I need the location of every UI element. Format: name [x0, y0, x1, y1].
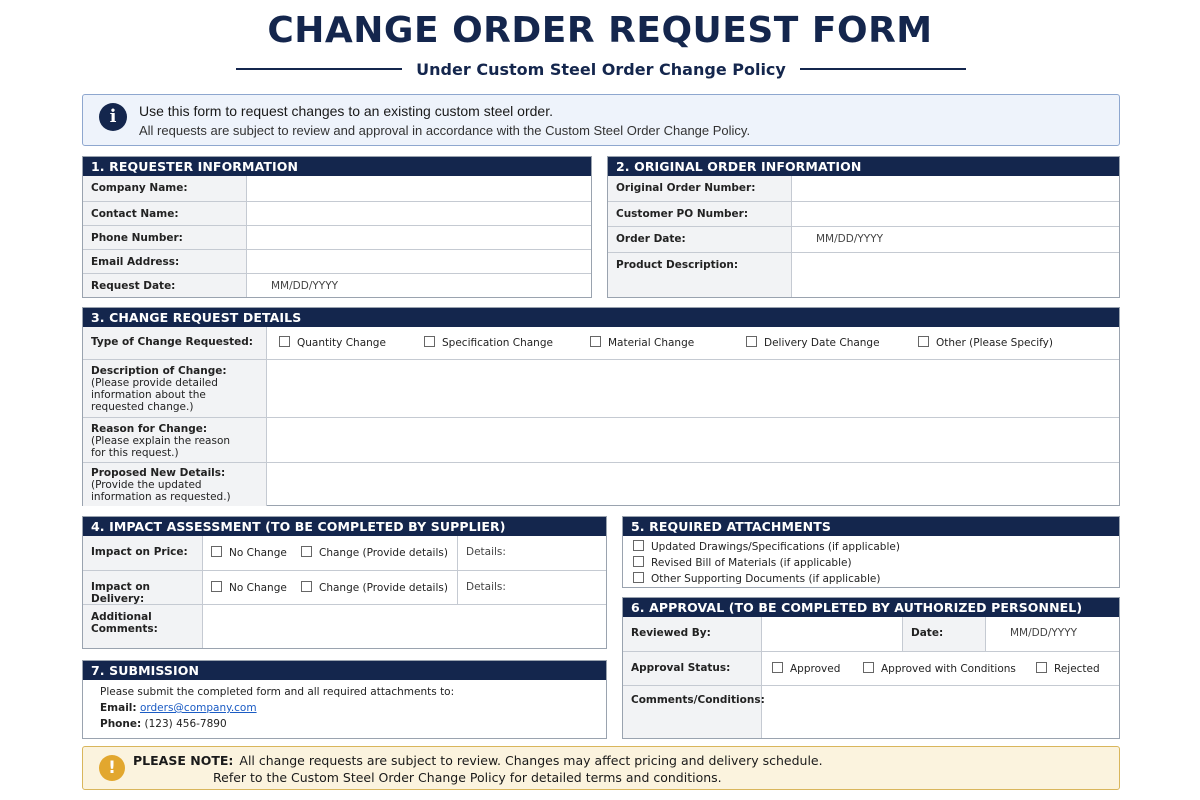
reviewed-row	[623, 617, 1119, 651]
phone-number: (123) 456-7890	[144, 718, 227, 730]
order-number-label: Original Order Number:	[608, 176, 792, 201]
product-label: Product Description:	[608, 253, 792, 297]
impact-delivery-row	[83, 570, 606, 604]
impact-delivery-label: Impact on Delivery:	[83, 571, 203, 604]
impact-price-row	[83, 536, 606, 570]
additional-comments-label: Additional Comments:	[83, 605, 203, 648]
order-date-label: Order Date:	[608, 227, 792, 252]
change-type-row	[83, 327, 1119, 359]
description-label: Description of Change: (Please provide detailed information about the requested change.)	[83, 360, 267, 417]
additional-comments-row	[83, 604, 606, 648]
checkbox[interactable]	[590, 336, 601, 347]
checkbox[interactable]	[918, 336, 929, 347]
checkbox[interactable]	[633, 572, 644, 583]
impact-price-options	[203, 536, 458, 570]
po-number-row	[608, 201, 1119, 226]
approval-comments-row	[623, 685, 1119, 738]
section-original-order	[607, 156, 1120, 298]
contact-field[interactable]	[247, 202, 591, 225]
request-date-field[interactable]: MM/DD/YYYY	[271, 280, 339, 292]
po-number-label: Customer PO Number:	[608, 202, 792, 226]
change-type-label: Type of Change Requested:	[83, 327, 267, 359]
section-impact-assessment	[82, 516, 607, 649]
checkbox[interactable]	[301, 581, 312, 592]
order-number-field[interactable]	[792, 176, 1119, 201]
contact-label: Contact Name:	[83, 202, 247, 225]
section-approval	[622, 597, 1120, 739]
section-title: 3. CHANGE REQUEST DETAILS	[83, 308, 1119, 327]
checkbox[interactable]	[279, 336, 290, 347]
section-title: 4. IMPACT ASSESSMENT (TO BE COMPLETED BY SUPPLIER)	[83, 517, 606, 536]
approval-comments-label: Comments/Conditions:	[623, 686, 762, 738]
note-line-2: Refer to the Custom Steel Order Change Policy for detailed terms and conditions.	[213, 770, 722, 785]
option-specification-change[interactable]: Specification Change	[424, 336, 553, 349]
status-approved[interactable]: Approved	[772, 662, 840, 675]
approval-date-field[interactable]: MM/DD/YYYY	[1010, 627, 1078, 639]
email-field[interactable]	[247, 250, 591, 273]
attachment-bom[interactable]: Revised Bill of Materials (if applicable)	[633, 556, 852, 569]
divider-left	[236, 68, 402, 70]
phone-label: Phone Number:	[83, 226, 247, 249]
info-line-1: Use this form to request changes to an existing custom steel order.	[139, 103, 553, 119]
phone-row	[83, 225, 591, 249]
checkbox[interactable]	[1036, 662, 1047, 673]
option-other[interactable]: Other (Please Specify)	[918, 336, 1053, 349]
reviewed-label: Reviewed By:	[623, 617, 762, 651]
description-field[interactable]	[267, 360, 1119, 417]
reason-field[interactable]	[267, 418, 1119, 462]
description-row	[83, 359, 1119, 417]
company-row	[83, 176, 591, 201]
email-row	[83, 249, 591, 273]
section-requester-info	[82, 156, 592, 298]
submission-email: Email: orders@company.com	[100, 702, 257, 714]
divider-right	[800, 68, 966, 70]
approval-status-options	[762, 652, 1119, 685]
price-no-change[interactable]: No Change	[211, 546, 287, 559]
contact-row	[83, 201, 591, 225]
delivery-details[interactable]: Details:	[466, 581, 506, 593]
order-date-field[interactable]: MM/DD/YYYY	[816, 233, 884, 245]
company-label: Company Name:	[83, 176, 247, 201]
checkbox[interactable]	[633, 540, 644, 551]
checkbox[interactable]	[772, 662, 783, 673]
email-link[interactable]: orders@company.com	[139, 702, 257, 714]
option-delivery-date-change[interactable]: Delivery Date Change	[746, 336, 880, 349]
section-title: 1. REQUESTER INFORMATION	[83, 157, 591, 176]
option-material-change[interactable]: Material Change	[590, 336, 694, 349]
delivery-change[interactable]: Change (Provide details)	[301, 581, 448, 594]
reviewed-field[interactable]	[762, 617, 903, 651]
section-change-details	[82, 307, 1120, 506]
warning-icon: !	[99, 755, 125, 781]
request-date-row	[83, 273, 591, 297]
info-line-2: All requests are subject to review and approval in accordance with the Custom Steel Order Change Policy.	[139, 123, 751, 138]
submission-phone: Phone: (123) 456-7890	[100, 718, 227, 730]
page-subtitle: Under Custom Steel Order Change Policy	[416, 59, 786, 79]
company-field[interactable]	[247, 176, 591, 201]
approval-status-row	[623, 651, 1119, 685]
date-label: Date:	[903, 617, 986, 651]
order-number-row	[608, 176, 1119, 201]
checkbox[interactable]	[863, 662, 874, 673]
proposed-field[interactable]	[267, 463, 1119, 506]
additional-comments-field[interactable]	[203, 605, 606, 648]
checkbox[interactable]	[633, 556, 644, 567]
impact-delivery-options	[203, 571, 458, 604]
impact-price-label: Impact on Price:	[83, 536, 203, 570]
note-line-1: PLEASE NOTE: All change requests are subject to review. Changes may affect pricing and delivery schedule.	[133, 753, 823, 768]
section-title: 2. ORIGINAL ORDER INFORMATION	[608, 157, 1119, 176]
attachment-other[interactable]: Other Supporting Documents (if applicable)	[633, 572, 880, 585]
proposed-row	[83, 462, 1119, 506]
option-quantity-change[interactable]: Quantity Change	[279, 336, 386, 349]
info-icon: i	[99, 103, 127, 131]
approval-status-label: Approval Status:	[623, 652, 762, 685]
checkbox[interactable]	[301, 546, 312, 557]
subtitle-row	[236, 58, 966, 80]
proposed-label: Proposed New Details: (Provide the updated information as requested.)	[83, 463, 267, 506]
approval-comments-field[interactable]	[762, 686, 1119, 738]
attachment-drawings[interactable]: Updated Drawings/Specifications (if applicable)	[633, 540, 900, 553]
note-banner	[82, 746, 1120, 790]
price-details[interactable]: Details:	[466, 546, 506, 558]
product-row	[608, 252, 1119, 297]
order-date-row	[608, 226, 1119, 252]
page-title: CHANGE ORDER REQUEST FORM	[267, 10, 933, 51]
section-title: 6. APPROVAL (TO BE COMPLETED BY AUTHORIZED PERSONNEL)	[623, 598, 1119, 617]
status-rejected[interactable]: Rejected	[1036, 662, 1100, 675]
reason-label: Reason for Change: (Please explain the reason for this request.)	[83, 418, 267, 462]
status-approved-conditions[interactable]: Approved with Conditions	[863, 662, 1016, 675]
product-field[interactable]	[792, 253, 1119, 297]
section-title: 7. SUBMISSION	[83, 661, 606, 680]
info-banner	[82, 94, 1120, 146]
phone-field[interactable]	[247, 226, 591, 249]
request-date-label: Request Date:	[83, 274, 247, 297]
checkbox[interactable]	[211, 546, 222, 557]
price-change[interactable]: Change (Provide details)	[301, 546, 448, 559]
email-label: Email Address:	[83, 250, 247, 273]
checkbox[interactable]	[211, 581, 222, 592]
po-number-field[interactable]	[792, 202, 1119, 226]
delivery-no-change[interactable]: No Change	[211, 581, 287, 594]
checkbox[interactable]	[424, 336, 435, 347]
reason-row	[83, 417, 1119, 462]
change-type-options	[267, 327, 1119, 359]
checkbox[interactable]	[746, 336, 757, 347]
section-submission	[82, 660, 607, 739]
section-required-attachments	[622, 516, 1120, 588]
submission-instruction: Please submit the completed form and all required attachments to:	[100, 686, 455, 698]
section-title: 5. REQUIRED ATTACHMENTS	[623, 517, 1119, 536]
